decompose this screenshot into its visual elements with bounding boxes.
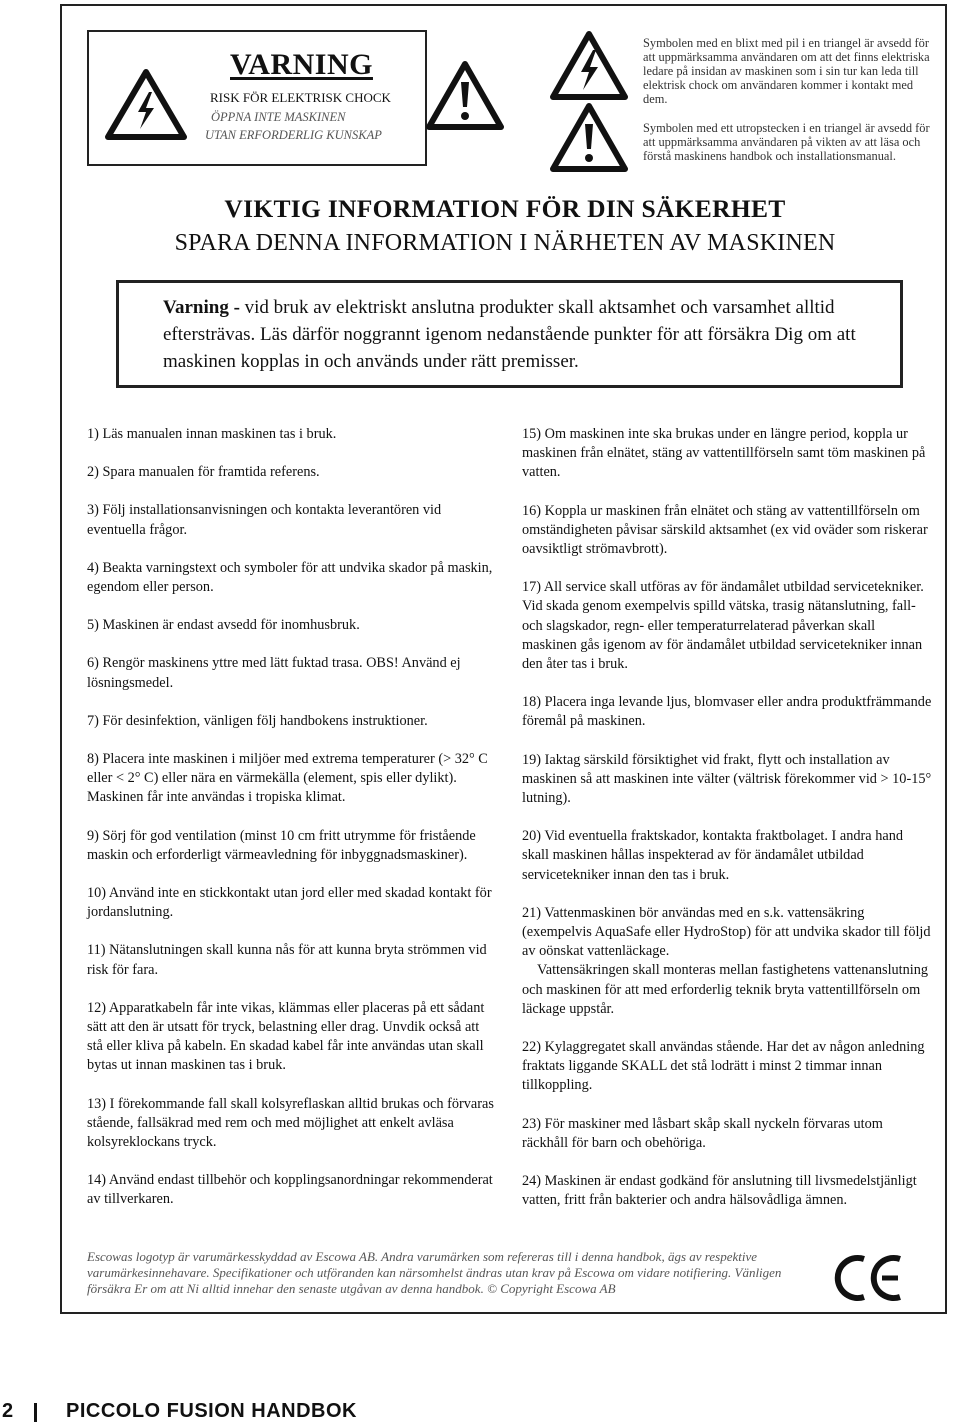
page-subtitle: SPARA DENNA INFORMATION I NÄRHETEN AV MASKINEN (174, 230, 836, 256)
list-item: 1) Läs manualen innan maskinen tas i bruk. (87, 426, 337, 442)
lightning-triangle-icon (550, 30, 628, 105)
list-item: 8) Placera inte maskinen i miljöer med extrema temperaturer (> 32° C eller < 2° C) eller nära en värmekälla (element, spis eller dylikt). Maskinen får inte användas i tropiska klimat. (87, 751, 488, 806)
list-item: 10) Använd inte en stickkontakt utan jord eller med skadad kontakt för jordanslutning. (87, 885, 492, 921)
list-item: 15) Om maskinen inte ska brukas under en längre period, koppla ur maskinen från elnätet, stäng av vattentillförseln samt töm maskinen på vatten. (522, 426, 926, 481)
list-item: 11) Nätanslutningen skall kunna nås för att kunna bryta strömmen vid risk för fara. (87, 942, 487, 978)
list-item: 19) Iaktag särskild försiktighet vid frakt, flytt och installation av maskinen så att maskinen inte välter (vältrisk förekommer vid > 10-15° lutning). (522, 751, 932, 807)
list-item: 18) Placera inga levande ljus, blomvaser eller andra produktfrämmande föremål på maskinen. (522, 694, 932, 730)
page-number: 2 (2, 1400, 14, 1422)
warning-line-2: ÖPPNA INTE MASKINEN (211, 110, 346, 124)
list-item: Vattensäkringen skall monteras mellan fastighetens vattenanslutning och maskinen för att med erforderlig teknik bryta vattentillförseln om läckage uppstår. (522, 962, 929, 1017)
exclamation-hazard-icon (426, 60, 504, 135)
exclamation-symbol-text: Symbolen med ett utropstecken i en triangel är avsedd för att uppmärksamma användaren på vikten av att läsa och förstå maskinens handbok och installationsmanual. (643, 121, 930, 163)
lightning-symbol-text: Symbolen med en blixt med pil i en triangel är avsedd för att uppmärksamma användaren om att det finns elektriska ledare på insidan av maskinen som i sin tur kan leda till elektrisk chock om användaren kommer i kontakt med dem. (643, 36, 930, 106)
list-item: 14) Använd endast tillbehör och kopplingsanordningar rekommenderat av tillverkaren. (87, 1172, 493, 1208)
warning-line-3: UTAN ERFORDERLIG KUNSKAP (205, 128, 382, 142)
safety-list-right (522, 425, 932, 1211)
footer-disclaimer: Escowas logotyp är varumärkesskyddad av Escowa AB. Andra varumärken som refereras till i denna handbok, ägs av respektive varumärkesinnehavare. Specifikationer och utföranden kan närsomhelst ändras utan krav på Escowa om vidare notifiering. Vänligen försäkra Er om att Ni alltid innehar den senaste utgåvan av denna handbok. © Copyright Escowa AB (87, 1249, 782, 1296)
warning-subtitle: RISK FÖR ELEKTRISK CHOCK (210, 90, 391, 105)
list-item: 12) Apparatkabeln får inte vikas, klämmas eller placeras på ett sådant sätt att den är utsatt för tryck, belastning eller drag. Unvdik också att stå eller kliva på kabeln. En skadad kabel får inte användas utan skall bytas ut innan maskinen tas i bruk. (87, 999, 485, 1074)
list-item: 7) För desinfektion, vänligen följ handbokens instruktioner. (87, 712, 428, 729)
list-item: 24) Maskinen är endast godkänd för anslutning till livsmedelstjänligt vatten, fritt från bakterier och andra hälsovådliga ämnen. (522, 1173, 917, 1209)
list-item: 5) Maskinen är endast avsedd för inomhusbruk. (87, 617, 360, 634)
list-item: 3) Följ installationsanvisningen och kontakta leverantören vid eventuella frågor. (87, 502, 442, 538)
handbook-title: PICCOLO FUSION HANDBOK (66, 1400, 357, 1422)
exclamation-triangle-icon (550, 102, 628, 177)
page-title: VIKTIG INFORMATION FÖR DIN SÄKERHET (224, 194, 786, 223)
list-item: 13) I förekommande fall skall kolsyreflaskan alltid brukas och förvaras stående, fallsäkrad med rem och med möjlighet att enkelt avläsa kolsyreklockans tryck. (87, 1095, 494, 1151)
ce-mark-icon (832, 1253, 908, 1308)
list-item: 23) För maskiner med låsbart skåp skall nyckeln förvaras utom räckhåll för barn och obehöriga. (522, 1115, 883, 1151)
list-item: 16) Koppla ur maskinen från elnätet och stäng av vattentillförseln om omständigheten påvisar särskild aktsamhet (ex vid oväder som riskerar oavsiktligt strömavbrott). (522, 502, 928, 558)
notice-label: Varning - (163, 297, 240, 318)
electric-hazard-icon (105, 68, 187, 145)
list-item: 21) Vattenmaskinen bör användas med en s.k. vattensäkring (exempelvis AquaSafe eller HydroStop) för att undvika skador till följd av oönskat vattenläckage. (522, 904, 931, 960)
list-item: 17) All service skall utföras av för ändamålet utbildad servicetekniker. Vid skada genom exempelvis spilld vätska, trasig nätanslutning, fall- och slagskador, regn- eller temperaturrelaterad påverkan skall maskinen gås igenom av för ändamålet utbildad servicetekniker innan den åter tas i bruk. (522, 579, 924, 673)
list-item: 20) Vid eventuella fraktskador, kontakta fraktbolaget. I andra hand skall maskinen hållas inspekterad av för ändamålet utbildad servicetekniker innan den tas i bruk. (522, 828, 904, 883)
list-item: 2) Spara manualen för framtida referens. (87, 464, 320, 481)
list-item: 22) Kylaggregatet skall användas stående. Har det av någon anledning fraktats liggande SKALL det stå lodrätt i minst 2 timmar innan tillkoppling. (522, 1039, 925, 1094)
notice-text: vid bruk av elektriskt anslutna produkter skall aktsamhet och varsamhet alltid eftersträvas. Läs därför noggrannt igenom nedanstående punkter för att försäkra Dig om att maskinen kopplas in och används under rätt premisser. (163, 297, 856, 372)
notice-box (116, 280, 903, 388)
page-divider (34, 1403, 37, 1422)
list-item: 4) Beakta varningstext och symboler för att undvika skador på maskin, egendom eller person. (87, 559, 493, 596)
list-item: 6) Rengör maskinens yttre med lätt fuktad trasa. OBS! Använd ej lösningsmedel. (87, 655, 461, 691)
warning-title: VARNING (230, 48, 373, 81)
safety-list-left (87, 425, 497, 1210)
list-item: 9) Sörj för god ventilation (minst 10 cm fritt utrymme för fristående maskin och erforderligt värmeavledning för inbyggnadsmaskiner). (87, 827, 476, 863)
